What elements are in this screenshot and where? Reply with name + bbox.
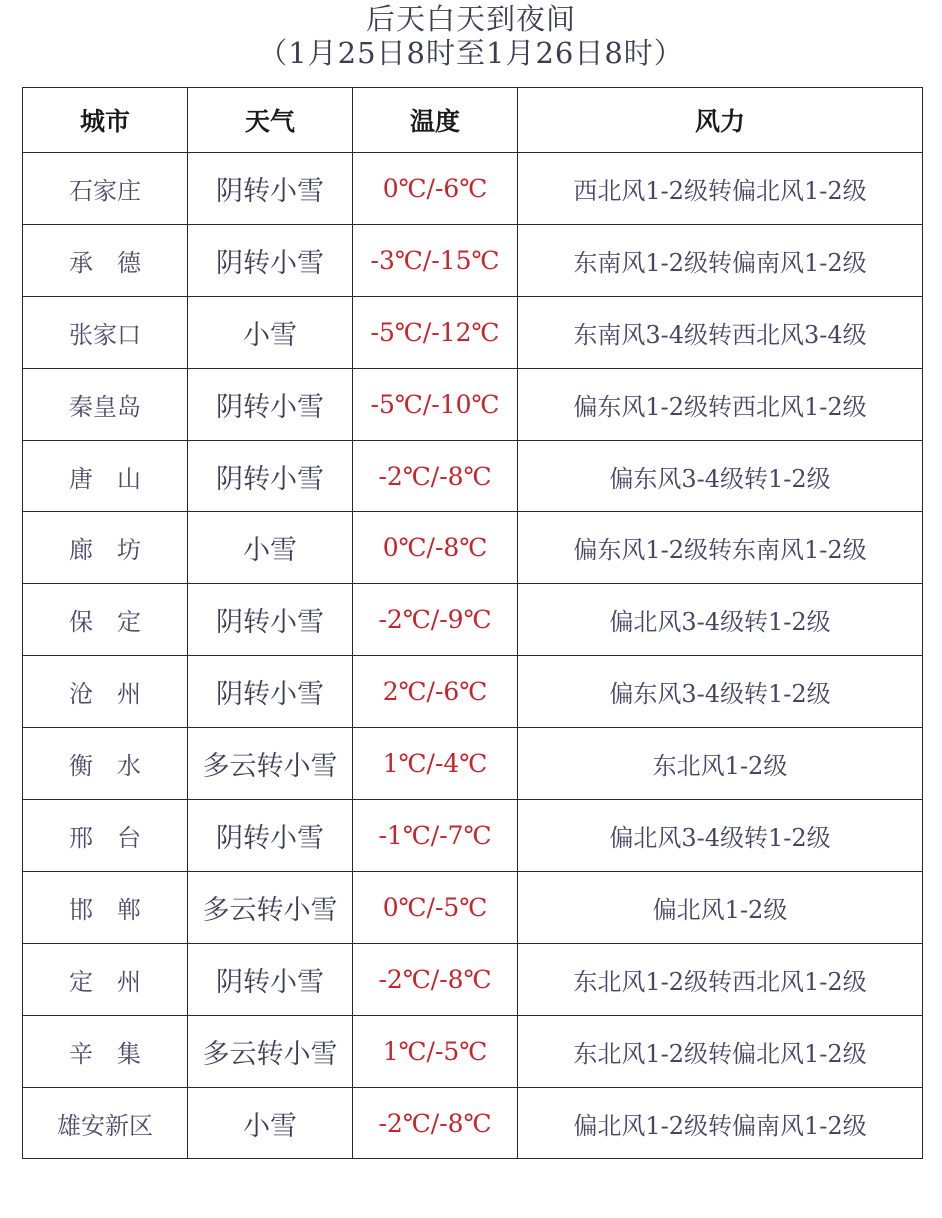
city-cell: 邯 郸 [23, 871, 188, 943]
header-weather: 天气 [188, 88, 353, 153]
weather-cell: 阴转小雪 [188, 584, 353, 656]
header-wind: 风力 [518, 88, 923, 153]
city-cell: 唐 山 [23, 440, 188, 512]
table-row [23, 943, 923, 1015]
temperature-cell: 0℃/-5℃ [353, 871, 518, 943]
table-row [23, 368, 923, 440]
weather-cell: 阴转小雪 [188, 368, 353, 440]
table-row [23, 512, 923, 584]
city-cell: 衡 水 [23, 728, 188, 800]
wind-cell: 西北风1-2级转偏北风1-2级 [518, 153, 923, 225]
city-cell: 雄安新区 [23, 1087, 188, 1159]
temperature-cell: -2℃/-8℃ [353, 1087, 518, 1159]
wind-cell: 东北风1-2级转偏北风1-2级 [518, 1015, 923, 1087]
wind-cell: 偏东风3-4级转1-2级 [518, 656, 923, 728]
weather-cell: 多云转小雪 [188, 871, 353, 943]
temperature-cell: 0℃/-6℃ [353, 153, 518, 225]
table-row [23, 871, 923, 943]
wind-cell: 偏北风3-4级转1-2级 [518, 584, 923, 656]
table-row [23, 153, 923, 225]
table-row [23, 296, 923, 368]
table-header-row [23, 88, 923, 153]
header-city: 城市 [23, 88, 188, 153]
temperature-cell: 1℃/-5℃ [353, 1015, 518, 1087]
temperature-cell: 1℃/-4℃ [353, 728, 518, 800]
city-cell: 秦皇岛 [23, 368, 188, 440]
wind-cell: 东北风1-2级转西北风1-2级 [518, 943, 923, 1015]
city-cell: 邢 台 [23, 800, 188, 872]
temperature-cell: -2℃/-8℃ [353, 440, 518, 512]
page-title [0, 2, 942, 70]
weather-cell: 小雪 [188, 512, 353, 584]
temperature-cell: 0℃/-8℃ [353, 512, 518, 584]
city-cell: 辛 集 [23, 1015, 188, 1087]
wind-cell: 偏北风3-4级转1-2级 [518, 800, 923, 872]
weather-cell: 阴转小雪 [188, 440, 353, 512]
wind-cell: 偏东风1-2级转东南风1-2级 [518, 512, 923, 584]
temperature-cell: -1℃/-7℃ [353, 800, 518, 872]
table-row [23, 224, 923, 296]
title-line-1: 后天白天到夜间 [365, 2, 576, 36]
table-row [23, 1015, 923, 1087]
temperature-cell: 2℃/-6℃ [353, 656, 518, 728]
temperature-cell: -2℃/-9℃ [353, 584, 518, 656]
header-temperature: 温度 [353, 88, 518, 153]
weather-cell: 小雪 [188, 296, 353, 368]
weather-cell: 阴转小雪 [188, 153, 353, 225]
city-cell: 承 德 [23, 224, 188, 296]
temperature-cell: -3℃/-15℃ [353, 224, 518, 296]
weather-cell: 阴转小雪 [188, 224, 353, 296]
table-row [23, 800, 923, 872]
wind-cell: 偏东风1-2级转西北风1-2级 [518, 368, 923, 440]
wind-cell: 东南风3-4级转西北风3-4级 [518, 296, 923, 368]
temperature-cell: -2℃/-8℃ [353, 943, 518, 1015]
city-cell: 石家庄 [23, 153, 188, 225]
title-line-2: （1月25日8时至1月26日8时） [258, 36, 684, 70]
table-row [23, 656, 923, 728]
table-row [23, 1087, 923, 1159]
city-cell: 张家口 [23, 296, 188, 368]
city-cell: 沧 州 [23, 656, 188, 728]
city-cell: 保 定 [23, 584, 188, 656]
wind-cell: 偏北风1-2级转偏南风1-2级 [518, 1087, 923, 1159]
forecast-table [22, 87, 923, 1159]
table-row [23, 584, 923, 656]
table-row [23, 728, 923, 800]
weather-cell: 小雪 [188, 1087, 353, 1159]
table-row [23, 440, 923, 512]
wind-cell: 偏东风3-4级转1-2级 [518, 440, 923, 512]
city-cell: 定 州 [23, 943, 188, 1015]
temperature-cell: -5℃/-10℃ [353, 368, 518, 440]
weather-cell: 阴转小雪 [188, 656, 353, 728]
weather-cell: 多云转小雪 [188, 1015, 353, 1087]
weather-cell: 阴转小雪 [188, 943, 353, 1015]
wind-cell: 偏北风1-2级 [518, 871, 923, 943]
wind-cell: 东南风1-2级转偏南风1-2级 [518, 224, 923, 296]
city-cell: 廊 坊 [23, 512, 188, 584]
weather-cell: 阴转小雪 [188, 800, 353, 872]
wind-cell: 东北风1-2级 [518, 728, 923, 800]
weather-cell: 多云转小雪 [188, 728, 353, 800]
temperature-cell: -5℃/-12℃ [353, 296, 518, 368]
